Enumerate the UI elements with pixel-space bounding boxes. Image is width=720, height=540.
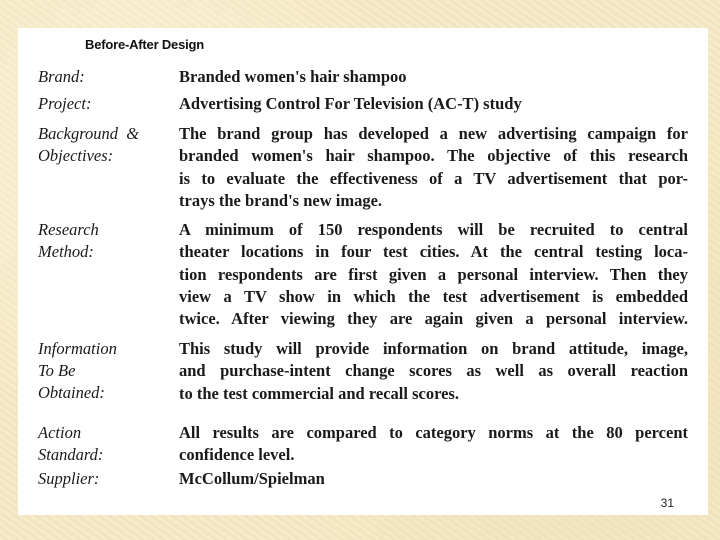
value-brand xyxy=(179,66,688,88)
label-brand: Brand: xyxy=(38,67,85,86)
row-research-method xyxy=(38,219,688,330)
value-line: theater locations in four test cities. At the central testing loca- xyxy=(179,242,688,262)
value-line: tion respondents are first given a personal interview. Then they xyxy=(179,264,688,284)
label-line: To Be xyxy=(38,361,76,380)
label-line: Objectives: xyxy=(38,146,114,165)
row-background-objectives xyxy=(38,123,688,212)
value-line: and purchase-intent change scores as well as overall reaction xyxy=(179,361,688,381)
value-line: twice. After viewing they are again given a personal interview. xyxy=(179,309,688,329)
label-line: Information xyxy=(38,339,117,358)
value-information-to-be-obtained xyxy=(179,338,688,405)
row-supplier xyxy=(38,468,688,490)
value-project xyxy=(179,93,688,115)
slide-heading: Before-After Design xyxy=(85,37,204,52)
value-line: All results are compared to category norms at the 80 percent xyxy=(179,423,688,442)
value-supplier xyxy=(179,468,688,490)
label-line: Obtained: xyxy=(38,383,105,402)
label-line: Action xyxy=(38,423,82,442)
value-research-method xyxy=(179,219,688,330)
value-line: The brand group has developed a new advertising campaign for xyxy=(179,124,688,143)
value-line: Branded women's hair shampoo xyxy=(179,67,407,86)
value-line: is to evaluate the effectiveness of a TV advertisement that por- xyxy=(179,168,688,188)
row-information-to-be-obtained xyxy=(38,338,688,405)
value-background-objectives xyxy=(179,123,688,212)
label-line: Background & xyxy=(38,124,140,143)
row-brand xyxy=(38,66,688,88)
value-line: confidence level. xyxy=(179,445,295,465)
label-supplier: Supplier: xyxy=(38,469,100,488)
label-research-method xyxy=(38,219,179,330)
page-number: 31 xyxy=(660,496,674,510)
value-line: branded women's hair shampoo. The objective of this research xyxy=(179,146,688,166)
row-project xyxy=(38,93,688,115)
label-information-to-be-obtained xyxy=(38,338,179,405)
label-action-standard xyxy=(38,422,179,467)
value-line: A minimum of 150 respondents will be recruited to central xyxy=(179,220,688,239)
label-line: Standard: xyxy=(38,445,104,464)
value-line: McCollum/Spielman xyxy=(179,469,325,488)
label-background-objectives xyxy=(38,123,179,212)
value-action-standard xyxy=(179,422,688,467)
value-line: This study will provide information on brand attitude, image, xyxy=(179,339,688,358)
row-action-standard xyxy=(38,422,688,467)
label-line: Research xyxy=(38,220,99,239)
value-line: Advertising Control For Television (AC-T) study xyxy=(179,94,522,113)
value-line: view a TV show in which the test advertisement is embedded xyxy=(179,286,688,306)
label-project: Project: xyxy=(38,94,92,113)
value-line: to the test commercial and recall scores. xyxy=(179,383,459,403)
value-line: trays the brand's new image. xyxy=(179,190,383,210)
slide xyxy=(18,28,708,515)
label-line: Method: xyxy=(38,242,94,261)
